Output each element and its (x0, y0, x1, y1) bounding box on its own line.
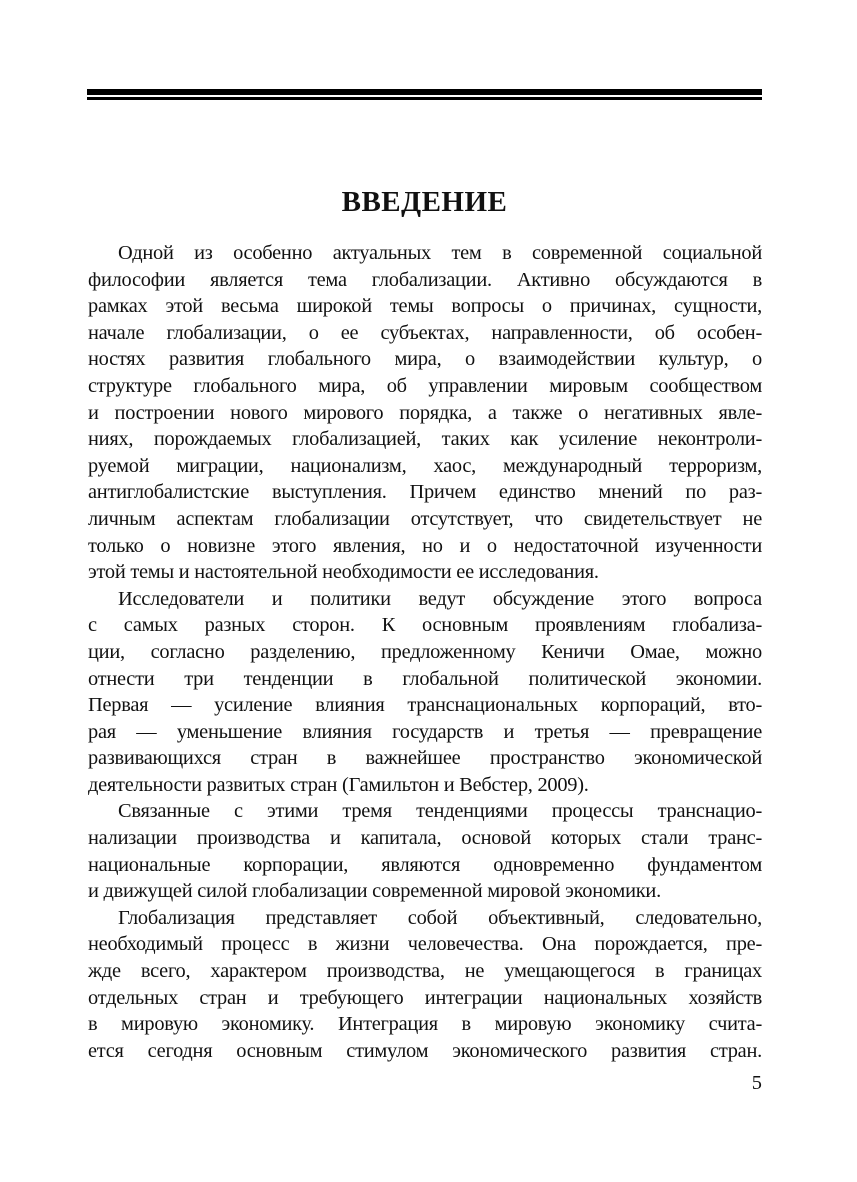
text-line: рамках этой весьма широкой темы вопросы о причинах, сущности, (88, 295, 762, 318)
text-line: структуре глобального мира, об управлении мировым сообществом (88, 374, 762, 397)
text-line: жде всего, характером производства, не умещающегося в границах (88, 960, 762, 983)
text-line: ции, согласно разделению, предложенному Кеничи Омае, можно (88, 640, 762, 663)
paragraph (88, 240, 762, 586)
text-line: Связанные с этими тремя тенденциями процессы транснацио- (118, 800, 762, 823)
text-line: Одной из особенно актуальных тем в современной социальной (118, 242, 762, 264)
text-line: начале глобализации, о ее субъектах, направленности, об особен- (88, 321, 762, 344)
text-line: необходимый процесс в жизни человечества. Она порождается, пре- (88, 933, 762, 956)
text-line: национальные корпорации, являются одновременно фундаментом (88, 853, 762, 876)
header-rule-thin (87, 97, 762, 100)
text-line: ется сегодня основным стимулом экономического развития стран. (88, 1039, 762, 1062)
text-line: с самых разных сторон. К основным проявлениям глобализа- (88, 614, 762, 637)
text-line: и движущей силой глобализации современной мировой экономики. (88, 880, 661, 903)
text-line: ниях, порождаемых глобализацией, таких как усиление неконтроли- (88, 428, 762, 451)
text-line: руемой миграции, национализм, хаос, международный терроризм, (88, 454, 762, 477)
text-line: Первая — усиление влияния транснациональных корпораций, вто- (88, 694, 762, 717)
text-line: развивающихся стран в важнейшее пространство экономической (88, 747, 762, 770)
chapter-title: ВВЕДЕНИЕ (341, 186, 508, 218)
paragraph (88, 586, 762, 799)
text-line: деятельности развитых стран (Гамильтон и Вебстер, 2009). (88, 773, 589, 796)
paragraph (88, 798, 762, 904)
text-line: ностях развития глобального мира, о взаимодействии культур, о (88, 348, 762, 371)
text-line: антиглобалистские выступления. Причем единство мнений по раз- (88, 481, 762, 504)
text-line: Глобализация представляет собой объективный, следовательно, (118, 906, 762, 929)
text-line: отдельных стран и требующего интеграции национальных хозяйств (88, 986, 762, 1009)
header-rule-thick (87, 89, 762, 95)
paragraph (88, 905, 762, 1065)
body-text (88, 240, 762, 1064)
text-line: только о новизне этого явления, но и о недостаточной изученности (88, 534, 762, 557)
text-line: нализации производства и капитала, основой которых стали транс- (88, 827, 762, 850)
page-number: 5 (751, 1072, 762, 1094)
text-line: отнести три тенденции в глобальной политической экономии. (88, 667, 762, 690)
text-line: Исследователи и политики ведут обсуждение этого вопроса (118, 587, 762, 610)
text-line: рая — уменьшение влияния государств и третья — превращение (88, 720, 762, 743)
text-line: этой темы и настоятельной необходимости ее исследования. (88, 561, 599, 584)
text-line: в мировую экономику. Интеграция в мировую экономику счита- (88, 1013, 762, 1036)
text-line: личным аспектам глобализации отсутствует, что свидетельствует не (88, 507, 762, 530)
text-line: и построении нового мирового порядка, а также о негативных явле- (88, 401, 762, 424)
text-line: философии является тема глобализации. Активно обсуждаются в (88, 268, 762, 291)
